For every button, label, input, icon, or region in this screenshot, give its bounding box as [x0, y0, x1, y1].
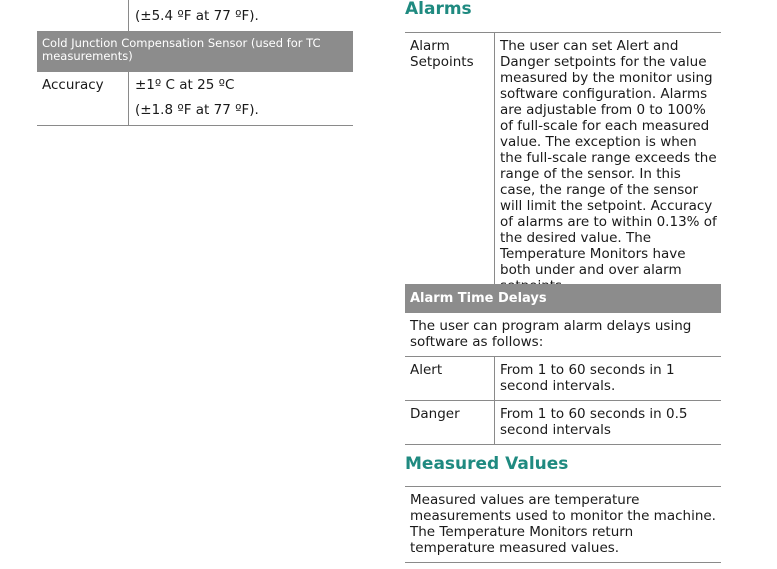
alarms-section-title: Alarms	[405, 0, 472, 19]
alarm-setpoints-label: Alarm Setpoints	[410, 38, 474, 70]
delays-divider-2	[405, 400, 721, 401]
alarm-time-delays-header-text: Alarm Time Delays	[410, 291, 547, 306]
delays-bottom-border	[405, 444, 721, 445]
alarms-col-divider	[494, 33, 495, 284]
alarm-delays-intro: The user can program alarm delays using software as follows:	[410, 318, 692, 350]
left-col-divider-bottom	[128, 72, 129, 125]
danger-delay-value: From 1 to 60 seconds in 0.5 second intervals	[500, 406, 688, 438]
delays-divider-1	[405, 356, 721, 357]
accuracy-value-celsius: ±1º C at 25 ºC	[135, 77, 235, 93]
left-col-divider-top	[128, 0, 129, 31]
measured-values-description: Measured values are temperature measurements used to monitor the machine. The Temperature Monitors return temperature measured values.	[410, 492, 716, 556]
danger-delay-label: Danger	[410, 406, 460, 422]
alarm-setpoints-description: The user can set Alert and Danger setpoints for the value measured by the monitor using software configuration. Alarms are adjustable from 0 to 100% of full-scale for each measured value. The exception is when the full-scale range exceeds the range of the sensor. In this case, the range of the sensor will limit the setpoint. Accuracy of alarms are to within 0.13% of the desired value. The Temperature Monitors have both under and over alarm	[500, 38, 717, 278]
cjc-sensor-header	[37, 32, 353, 72]
accuracy-label: Accuracy	[42, 77, 104, 93]
alarms-table-top-border	[405, 32, 721, 33]
alarm-time-delays-header	[405, 284, 721, 313]
temperature-accuracy-fahrenheit: (±5.4 ºF at 77 ºF).	[135, 8, 259, 24]
accuracy-value-fahrenheit: (±1.8 ºF at 77 ºF).	[135, 102, 259, 118]
measured-values-top-border	[405, 486, 721, 487]
alert-delay-value: From 1 to 60 seconds in 1 second intervals.	[500, 362, 675, 394]
alert-delay-label: Alert	[410, 362, 443, 378]
cjc-sensor-header-text: Cold Junction Compensation Sensor (used for TC measurements)	[42, 36, 321, 63]
measured-values-section-title: Measured Values	[405, 454, 569, 474]
measured-values-bottom-border	[405, 562, 721, 563]
left-table-bottom-border	[37, 125, 353, 126]
